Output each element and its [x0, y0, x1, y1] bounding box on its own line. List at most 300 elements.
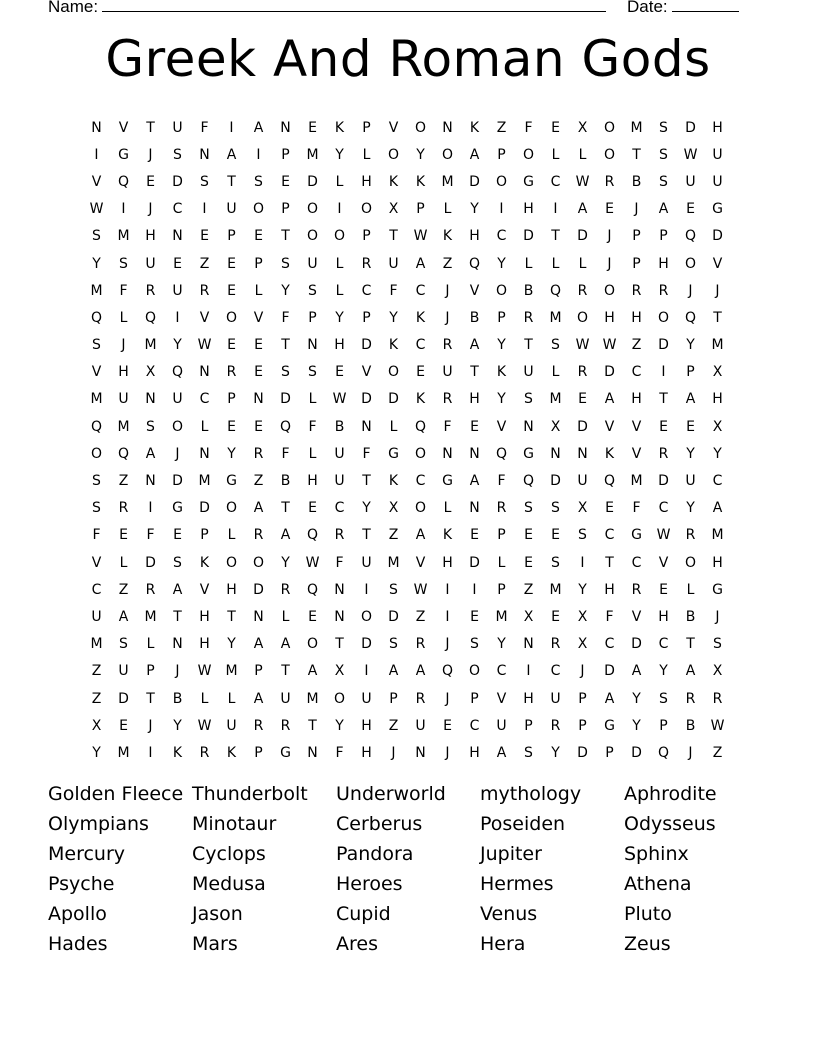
- date-label: Date:: [627, 0, 668, 16]
- grid-letter: A: [658, 201, 669, 218]
- grid-letter: G: [172, 500, 183, 517]
- grid-letter: L: [281, 608, 290, 625]
- grid-letter: S: [470, 636, 479, 653]
- grid-letter: Q: [117, 173, 130, 190]
- word-bank-item: Aphrodite: [624, 783, 717, 805]
- grid-letter: E: [470, 527, 479, 544]
- word-bank-item: Cerberus: [336, 813, 423, 835]
- grid-letter: V: [469, 282, 480, 299]
- grid-letter: J: [580, 663, 585, 680]
- grid-letter: R: [604, 173, 615, 190]
- grid-letter: S: [92, 473, 101, 490]
- grid-row: [83, 196, 731, 223]
- grid-letter: O: [603, 282, 616, 299]
- grid-letter: D: [361, 391, 372, 408]
- grid-letter: D: [712, 228, 723, 245]
- grid-letter: J: [175, 445, 180, 462]
- grid-letter: H: [361, 717, 372, 734]
- grid-letter: A: [712, 500, 723, 517]
- grid-letter: R: [658, 445, 669, 462]
- grid-letter: P: [227, 228, 236, 245]
- grid-letter: W: [197, 337, 212, 354]
- grid-row: [83, 549, 731, 576]
- grid-letter: C: [496, 663, 507, 680]
- grid-letter: A: [469, 337, 480, 354]
- word-bank-item: Hermes: [480, 873, 554, 895]
- grid-letter: X: [550, 418, 561, 435]
- grid-letter: R: [523, 309, 534, 326]
- grid-letter: U: [712, 146, 723, 163]
- grid-letter: N: [145, 473, 156, 490]
- grid-letter: T: [335, 636, 344, 653]
- grid-letter: O: [387, 364, 400, 381]
- grid-letter: U: [496, 717, 507, 734]
- grid-letter: P: [659, 228, 668, 245]
- grid-letter: X: [388, 201, 399, 218]
- grid-letter: Y: [389, 309, 398, 326]
- grid-letter: Y: [659, 663, 668, 680]
- word-bank-item: Cyclops: [192, 843, 266, 865]
- grid-letter: Q: [144, 309, 157, 326]
- grid-letter: M: [198, 473, 211, 490]
- grid-letter: Y: [497, 391, 506, 408]
- grid-letter: I: [229, 119, 234, 136]
- grid-letter: E: [227, 282, 236, 299]
- grid-row: [83, 386, 731, 413]
- grid-letter: U: [172, 391, 183, 408]
- grid-letter: J: [715, 282, 720, 299]
- grid-letter: F: [389, 282, 398, 299]
- date-blank-line: [672, 0, 739, 12]
- grid-letter: H: [712, 119, 723, 136]
- grid-letter: I: [445, 581, 450, 598]
- grid-letter: F: [281, 445, 290, 462]
- grid-letter: L: [308, 391, 317, 408]
- grid-letter: O: [603, 146, 616, 163]
- grid-letter: P: [578, 717, 587, 734]
- grid-letter: Y: [470, 201, 479, 218]
- grid-letter: D: [145, 554, 156, 571]
- grid-letter: D: [631, 744, 642, 761]
- grid-letter: V: [658, 554, 669, 571]
- grid-letter: O: [576, 309, 589, 326]
- grid-letter: U: [577, 473, 588, 490]
- word-bank-item: Medusa: [192, 873, 266, 895]
- grid-letter: I: [202, 201, 207, 218]
- grid-letter: A: [280, 527, 291, 544]
- grid-letter: O: [414, 119, 427, 136]
- grid-letter: A: [631, 663, 642, 680]
- grid-letter: T: [281, 500, 290, 517]
- grid-letter: N: [172, 636, 183, 653]
- grid-letter: E: [146, 173, 155, 190]
- grid-letter: S: [389, 636, 398, 653]
- word-bank-item: Hera: [480, 933, 526, 955]
- grid-letter: E: [578, 391, 587, 408]
- grid-letter: Z: [388, 527, 399, 544]
- grid-letter: A: [469, 146, 480, 163]
- grid-letter: I: [121, 201, 126, 218]
- grid-letter: R: [631, 282, 642, 299]
- grid-letter: Q: [171, 364, 184, 381]
- grid-letter: F: [92, 527, 101, 544]
- grid-letter: W: [602, 337, 617, 354]
- grid-letter: L: [227, 690, 236, 707]
- grid-letter: J: [121, 337, 126, 354]
- grid-letter: N: [442, 119, 453, 136]
- word-bank-item: Athena: [624, 873, 692, 895]
- grid-letter: K: [469, 119, 480, 136]
- grid-letter: J: [607, 228, 612, 245]
- grid-letter: E: [308, 608, 317, 625]
- grid-letter: I: [148, 500, 153, 517]
- grid-letter: D: [361, 636, 372, 653]
- grid-letter: K: [388, 473, 399, 490]
- grid-letter: F: [308, 418, 317, 435]
- grid-letter: Q: [684, 228, 697, 245]
- grid-letter: N: [469, 500, 480, 517]
- grid-letter: W: [197, 663, 212, 680]
- grid-letter: Q: [441, 663, 454, 680]
- grid-letter: N: [91, 119, 102, 136]
- grid-row: [83, 141, 731, 168]
- grid-letter: O: [306, 636, 319, 653]
- grid-letter: B: [280, 473, 291, 490]
- word-bank-item: Venus: [480, 903, 538, 925]
- grid-row: [83, 168, 731, 195]
- word-bank: [48, 779, 768, 959]
- grid-letter: U: [334, 473, 345, 490]
- grid-letter: A: [415, 527, 426, 544]
- word-bank-item: Psyche: [48, 873, 115, 895]
- grid-letter: D: [388, 391, 399, 408]
- grid-letter: C: [172, 201, 183, 218]
- grid-letter: E: [551, 527, 560, 544]
- grid-letter: W: [683, 146, 698, 163]
- word-bank-item: mythology: [480, 783, 582, 805]
- grid-letter: Z: [388, 717, 399, 734]
- grid-letter: E: [524, 554, 533, 571]
- grid-letter: P: [308, 309, 317, 326]
- grid-letter: O: [225, 554, 238, 571]
- word-bank-item: Zeus: [624, 933, 671, 955]
- grid-letter: V: [631, 418, 642, 435]
- grid-letter: L: [443, 500, 452, 517]
- grid-letter: O: [252, 201, 265, 218]
- grid-letter: A: [415, 663, 426, 680]
- grid-letter: R: [145, 282, 156, 299]
- grid-letter: N: [334, 581, 345, 598]
- word-bank-item: Cupid: [336, 903, 391, 925]
- grid-letter: O: [171, 418, 184, 435]
- grid-letter: U: [91, 608, 102, 625]
- grid-letter: K: [415, 173, 426, 190]
- grid-letter: P: [605, 744, 614, 761]
- grid-letter: C: [550, 173, 561, 190]
- grid-letter: E: [254, 337, 263, 354]
- grid-letter: S: [524, 744, 533, 761]
- grid-letter: N: [280, 119, 291, 136]
- grid-letter: Y: [281, 282, 290, 299]
- grid-letter: U: [550, 690, 561, 707]
- grid-letter: W: [413, 581, 428, 598]
- grid-row: [83, 658, 731, 685]
- grid-letter: S: [659, 173, 668, 190]
- word-bank-item: Pluto: [624, 903, 672, 925]
- grid-letter: L: [389, 418, 398, 435]
- grid-letter: P: [632, 228, 641, 245]
- grid-letter: Y: [578, 581, 587, 598]
- grid-letter: B: [631, 173, 642, 190]
- grid-letter: R: [631, 581, 642, 598]
- grid-letter: A: [280, 636, 291, 653]
- grid-letter: Q: [306, 527, 319, 544]
- grid-letter: L: [146, 636, 155, 653]
- page-title: Greek And Roman Gods: [105, 30, 711, 88]
- grid-letter: Q: [495, 445, 508, 462]
- grid-row: [83, 332, 731, 359]
- grid-letter: O: [414, 500, 427, 517]
- grid-letter: Q: [306, 581, 319, 598]
- grid-letter: H: [442, 554, 453, 571]
- grid-letter: F: [605, 608, 614, 625]
- grid-letter: E: [227, 337, 236, 354]
- grid-letter: C: [334, 500, 345, 517]
- grid-letter: E: [308, 119, 317, 136]
- grid-letter: T: [227, 608, 236, 625]
- grid-letter: F: [632, 500, 641, 517]
- grid-letter: C: [496, 228, 507, 245]
- grid-letter: P: [416, 201, 425, 218]
- word-bank-item: Hades: [48, 933, 108, 955]
- grid-letter: L: [254, 282, 263, 299]
- grid-letter: W: [575, 337, 590, 354]
- grid-letter: U: [307, 255, 318, 272]
- grid-letter: N: [523, 418, 534, 435]
- grid-letter: V: [199, 581, 210, 598]
- grid-letter: E: [443, 717, 452, 734]
- grid-letter: K: [415, 391, 426, 408]
- grid-letter: R: [550, 636, 561, 653]
- grid-letter: O: [684, 255, 697, 272]
- grid-letter: T: [686, 636, 695, 653]
- grid-letter: Z: [253, 473, 264, 490]
- grid-letter: Y: [281, 554, 290, 571]
- grid-letter: T: [227, 173, 236, 190]
- grid-letter: B: [685, 608, 696, 625]
- word-bank-item: Golden Fleece: [48, 783, 184, 805]
- grid-letter: G: [604, 717, 615, 734]
- grid-letter: Q: [468, 255, 481, 272]
- grid-letter: D: [172, 173, 183, 190]
- grid-letter: R: [415, 636, 426, 653]
- grid-letter: D: [604, 663, 615, 680]
- grid-letter: U: [226, 717, 237, 734]
- grid-row: [83, 522, 731, 549]
- grid-letter: S: [551, 337, 560, 354]
- grid-letter: S: [281, 255, 290, 272]
- grid-letter: V: [253, 309, 264, 326]
- grid-letter: O: [522, 146, 535, 163]
- grid-letter: I: [499, 201, 504, 218]
- grid-letter: M: [549, 309, 562, 326]
- grid-letter: Y: [686, 500, 695, 517]
- grid-letter: A: [469, 473, 480, 490]
- grid-letter: S: [524, 391, 533, 408]
- grid-letter: O: [684, 554, 697, 571]
- grid-letter: M: [549, 581, 562, 598]
- grid-letter: H: [658, 608, 669, 625]
- grid-letter: D: [280, 391, 291, 408]
- grid-letter: R: [280, 717, 291, 734]
- grid-letter: L: [227, 527, 236, 544]
- word-bank-item: Olympians: [48, 813, 149, 835]
- grid-row: [83, 440, 731, 467]
- grid-row: [83, 739, 731, 766]
- grid-letter: L: [119, 309, 128, 326]
- grid-letter: D: [307, 173, 318, 190]
- grid-letter: A: [604, 391, 615, 408]
- grid-letter: U: [712, 173, 723, 190]
- grid-letter: H: [469, 228, 480, 245]
- grid-letter: P: [389, 690, 398, 707]
- grid-row: [83, 631, 731, 658]
- grid-letter: Y: [686, 445, 695, 462]
- grid-letter: O: [333, 228, 346, 245]
- grid-row: [83, 467, 731, 494]
- grid-letter: E: [524, 527, 533, 544]
- grid-letter: Y: [686, 337, 695, 354]
- grid-letter: M: [117, 228, 130, 245]
- grid-letter: I: [337, 201, 342, 218]
- grid-letter: T: [281, 228, 290, 245]
- grid-letter: E: [119, 717, 128, 734]
- grid-letter: O: [306, 228, 319, 245]
- grid-letter: S: [200, 173, 209, 190]
- grid-letter: P: [281, 201, 290, 218]
- grid-letter: S: [578, 527, 587, 544]
- grid-letter: R: [118, 500, 129, 517]
- grid-letter: O: [468, 663, 481, 680]
- grid-letter: P: [470, 690, 479, 707]
- grid-letter: N: [199, 146, 210, 163]
- grid-letter: Y: [497, 636, 506, 653]
- grid-letter: A: [685, 391, 696, 408]
- grid-letter: L: [335, 173, 344, 190]
- grid-letter: C: [361, 282, 372, 299]
- grid-letter: K: [199, 554, 210, 571]
- grid-letter: W: [332, 391, 347, 408]
- grid-letter: S: [281, 364, 290, 381]
- grid-letter: Y: [335, 146, 344, 163]
- grid-letter: A: [415, 255, 426, 272]
- grid-letter: M: [144, 337, 157, 354]
- grid-letter: O: [306, 201, 319, 218]
- grid-letter: R: [253, 527, 264, 544]
- grid-row: [83, 712, 731, 739]
- grid-letter: H: [199, 636, 210, 653]
- grid-letter: O: [252, 554, 265, 571]
- word-bank-item: Heroes: [336, 873, 403, 895]
- grid-letter: H: [712, 554, 723, 571]
- grid-letter: S: [308, 282, 317, 299]
- grid-letter: D: [469, 173, 480, 190]
- grid-letter: M: [90, 282, 103, 299]
- grid-letter: H: [334, 337, 345, 354]
- grid-letter: Z: [442, 255, 453, 272]
- grid-letter: O: [603, 119, 616, 136]
- grid-letter: G: [388, 445, 399, 462]
- grid-row: [83, 413, 731, 440]
- grid-letter: D: [469, 554, 480, 571]
- grid-letter: R: [253, 445, 264, 462]
- grid-letter: H: [631, 309, 642, 326]
- grid-letter: D: [199, 500, 210, 517]
- grid-letter: X: [388, 500, 399, 517]
- grid-letter: O: [441, 146, 454, 163]
- grid-letter: F: [281, 309, 290, 326]
- grid-letter: S: [389, 581, 398, 598]
- grid-letter: S: [308, 364, 317, 381]
- grid-letter: X: [91, 717, 102, 734]
- grid-letter: E: [308, 500, 317, 517]
- grid-letter: W: [197, 717, 212, 734]
- word-bank-item: Underworld: [336, 783, 446, 805]
- grid-letter: E: [173, 527, 182, 544]
- word-bank-item: Minotaur: [192, 813, 277, 835]
- grid-letter: Y: [92, 744, 101, 761]
- grid-row: [83, 277, 731, 304]
- grid-letter: A: [388, 663, 399, 680]
- grid-letter: V: [118, 119, 129, 136]
- grid-letter: C: [91, 581, 102, 598]
- grid-letter: G: [226, 473, 237, 490]
- grid-letter: Y: [551, 744, 560, 761]
- grid-letter: E: [470, 608, 479, 625]
- grid-letter: M: [441, 173, 454, 190]
- grid-letter: Z: [118, 473, 129, 490]
- grid-letter: C: [631, 364, 642, 381]
- grid-letter: C: [658, 636, 669, 653]
- grid-letter: J: [391, 744, 396, 761]
- grid-letter: M: [549, 391, 562, 408]
- grid-letter: L: [443, 201, 452, 218]
- grid-letter: H: [118, 364, 129, 381]
- grid-letter: N: [577, 445, 588, 462]
- grid-letter: Z: [496, 119, 507, 136]
- grid-letter: T: [524, 337, 533, 354]
- grid-letter: S: [173, 146, 182, 163]
- grid-letter: N: [550, 445, 561, 462]
- grid-letter: S: [92, 500, 101, 517]
- grid-letter: A: [145, 445, 156, 462]
- grid-letter: R: [280, 581, 291, 598]
- word-bank-item: Ares: [336, 933, 378, 955]
- grid-letter: L: [578, 255, 587, 272]
- grid-letter: S: [146, 418, 155, 435]
- grid-letter: V: [199, 309, 210, 326]
- grid-letter: Q: [549, 282, 562, 299]
- grid-letter: A: [226, 146, 237, 163]
- grid-letter: R: [577, 364, 588, 381]
- grid-letter: E: [254, 418, 263, 435]
- grid-letter: K: [442, 527, 453, 544]
- grid-letter: U: [172, 282, 183, 299]
- grid-letter: P: [362, 119, 371, 136]
- grid-letter: D: [604, 364, 615, 381]
- grid-letter: F: [146, 527, 155, 544]
- grid-letter: W: [305, 554, 320, 571]
